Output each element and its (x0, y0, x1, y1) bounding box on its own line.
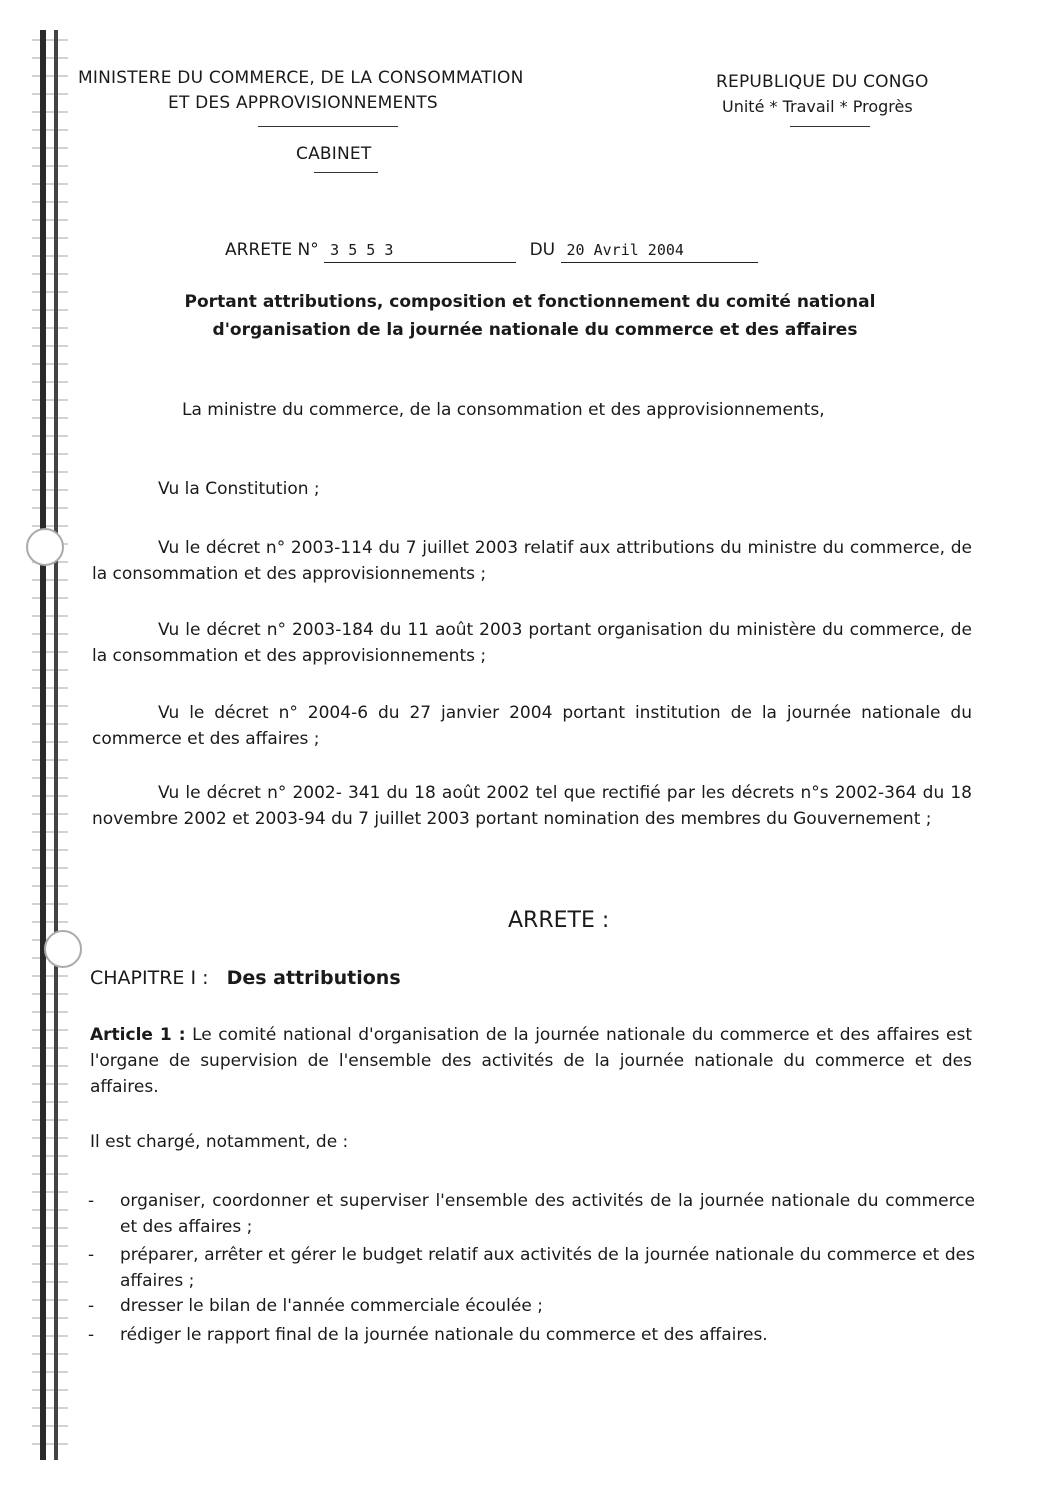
chapter-title: Des attributions (226, 967, 401, 989)
cabinet-label: CABINET (296, 144, 372, 164)
cabinet-rule (314, 172, 378, 173)
punch-hole (44, 930, 82, 968)
chapter-heading (90, 965, 401, 991)
article-1-label: Article 1 : (90, 1025, 186, 1045)
visa-paragraph: Vu le décret n° 2002- 341 du 18 août 2002 tel que rectifié par les décrets n°s 2002-364 du 18 novembre 2002 et 2003-94 du 7 juillet 2003 portant nomination des membres du Gouvernement ; (92, 783, 972, 829)
punch-hole (26, 528, 64, 566)
republic-label: REPUBLIQUE DU CONGO (716, 72, 929, 92)
bullet-dash: - (88, 1191, 95, 1211)
visa-paragraph: Vu le décret n° 2003-184 du 11 août 2003 portant organisation du ministère du commerce, de la consommation et des approvisionnements ; (92, 620, 972, 666)
list-item (0, 1293, 1060, 1321)
visa-constitution: Vu la Constitution ; (158, 479, 320, 499)
minister-intro: La ministre du commerce, de la consommation et des approvisionnements, (182, 400, 825, 420)
header-rule (258, 126, 398, 127)
decree-date: 20 Avril 2004 (561, 238, 758, 263)
motto-rule (790, 126, 870, 127)
subject-line-1: Portant attributions, composition et fonctionnement du comité national (184, 292, 876, 312)
decree-number: 3 5 5 3 (324, 238, 516, 263)
decree-line (225, 238, 758, 263)
bullet-dash: - (88, 1296, 95, 1316)
bullet-dash: - (88, 1325, 95, 1345)
bullet-dash: - (88, 1245, 95, 1265)
charge-intro: Il est chargé, notamment, de : (90, 1132, 349, 1152)
subject-line-2: d'organisation de la journée nationale du commerce et des affaires (212, 320, 858, 340)
article-1-text: Le comité national d'organisation de la journée nationale du commerce et des affaires est l'organe de supervision de l'ensemble des activités de la journée nationale du commerce et des affaires. (90, 1025, 972, 1097)
list-item (0, 1322, 1060, 1350)
ministry-line-2: ET DES APPROVISIONNEMENTS (168, 93, 438, 113)
arrete-heading: ARRETE : (508, 908, 610, 933)
motto: Unité * Travail * Progrès (722, 97, 913, 116)
ministry-line-1: MINISTERE DU COMMERCE, DE LA CONSOMMATION (78, 68, 524, 88)
list-item (0, 1188, 1060, 1248)
list-item-text: dresser le bilan de l'année commerciale écoulée ; (120, 1296, 543, 1316)
decree-label: ARRETE N° (225, 240, 319, 260)
list-item-text: organiser, coordonner et superviser l'ensemble des activités de la journée nationale du commerce et des affaires ; (120, 1191, 975, 1237)
decree-du-label: DU (529, 240, 556, 260)
list-item-text: préparer, arrêter et gérer le budget relatif aux activités de la journée nationale du commerce et des affaires ; (120, 1245, 975, 1291)
list-item-text: rédiger le rapport final de la journée nationale du commerce et des affaires. (120, 1325, 768, 1345)
chapter-label: CHAPITRE I : (90, 967, 209, 989)
visa-paragraph: Vu le décret n° 2004-6 du 27 janvier 2004 portant institution de la journée nationale du commerce et des affaires ; (92, 703, 972, 749)
article-1 (90, 1022, 972, 1100)
visa-paragraph: Vu le décret n° 2003-114 du 7 juillet 2003 relatif aux attributions du ministre du commerce, de la consommation et des approvisionnements ; (92, 538, 972, 584)
